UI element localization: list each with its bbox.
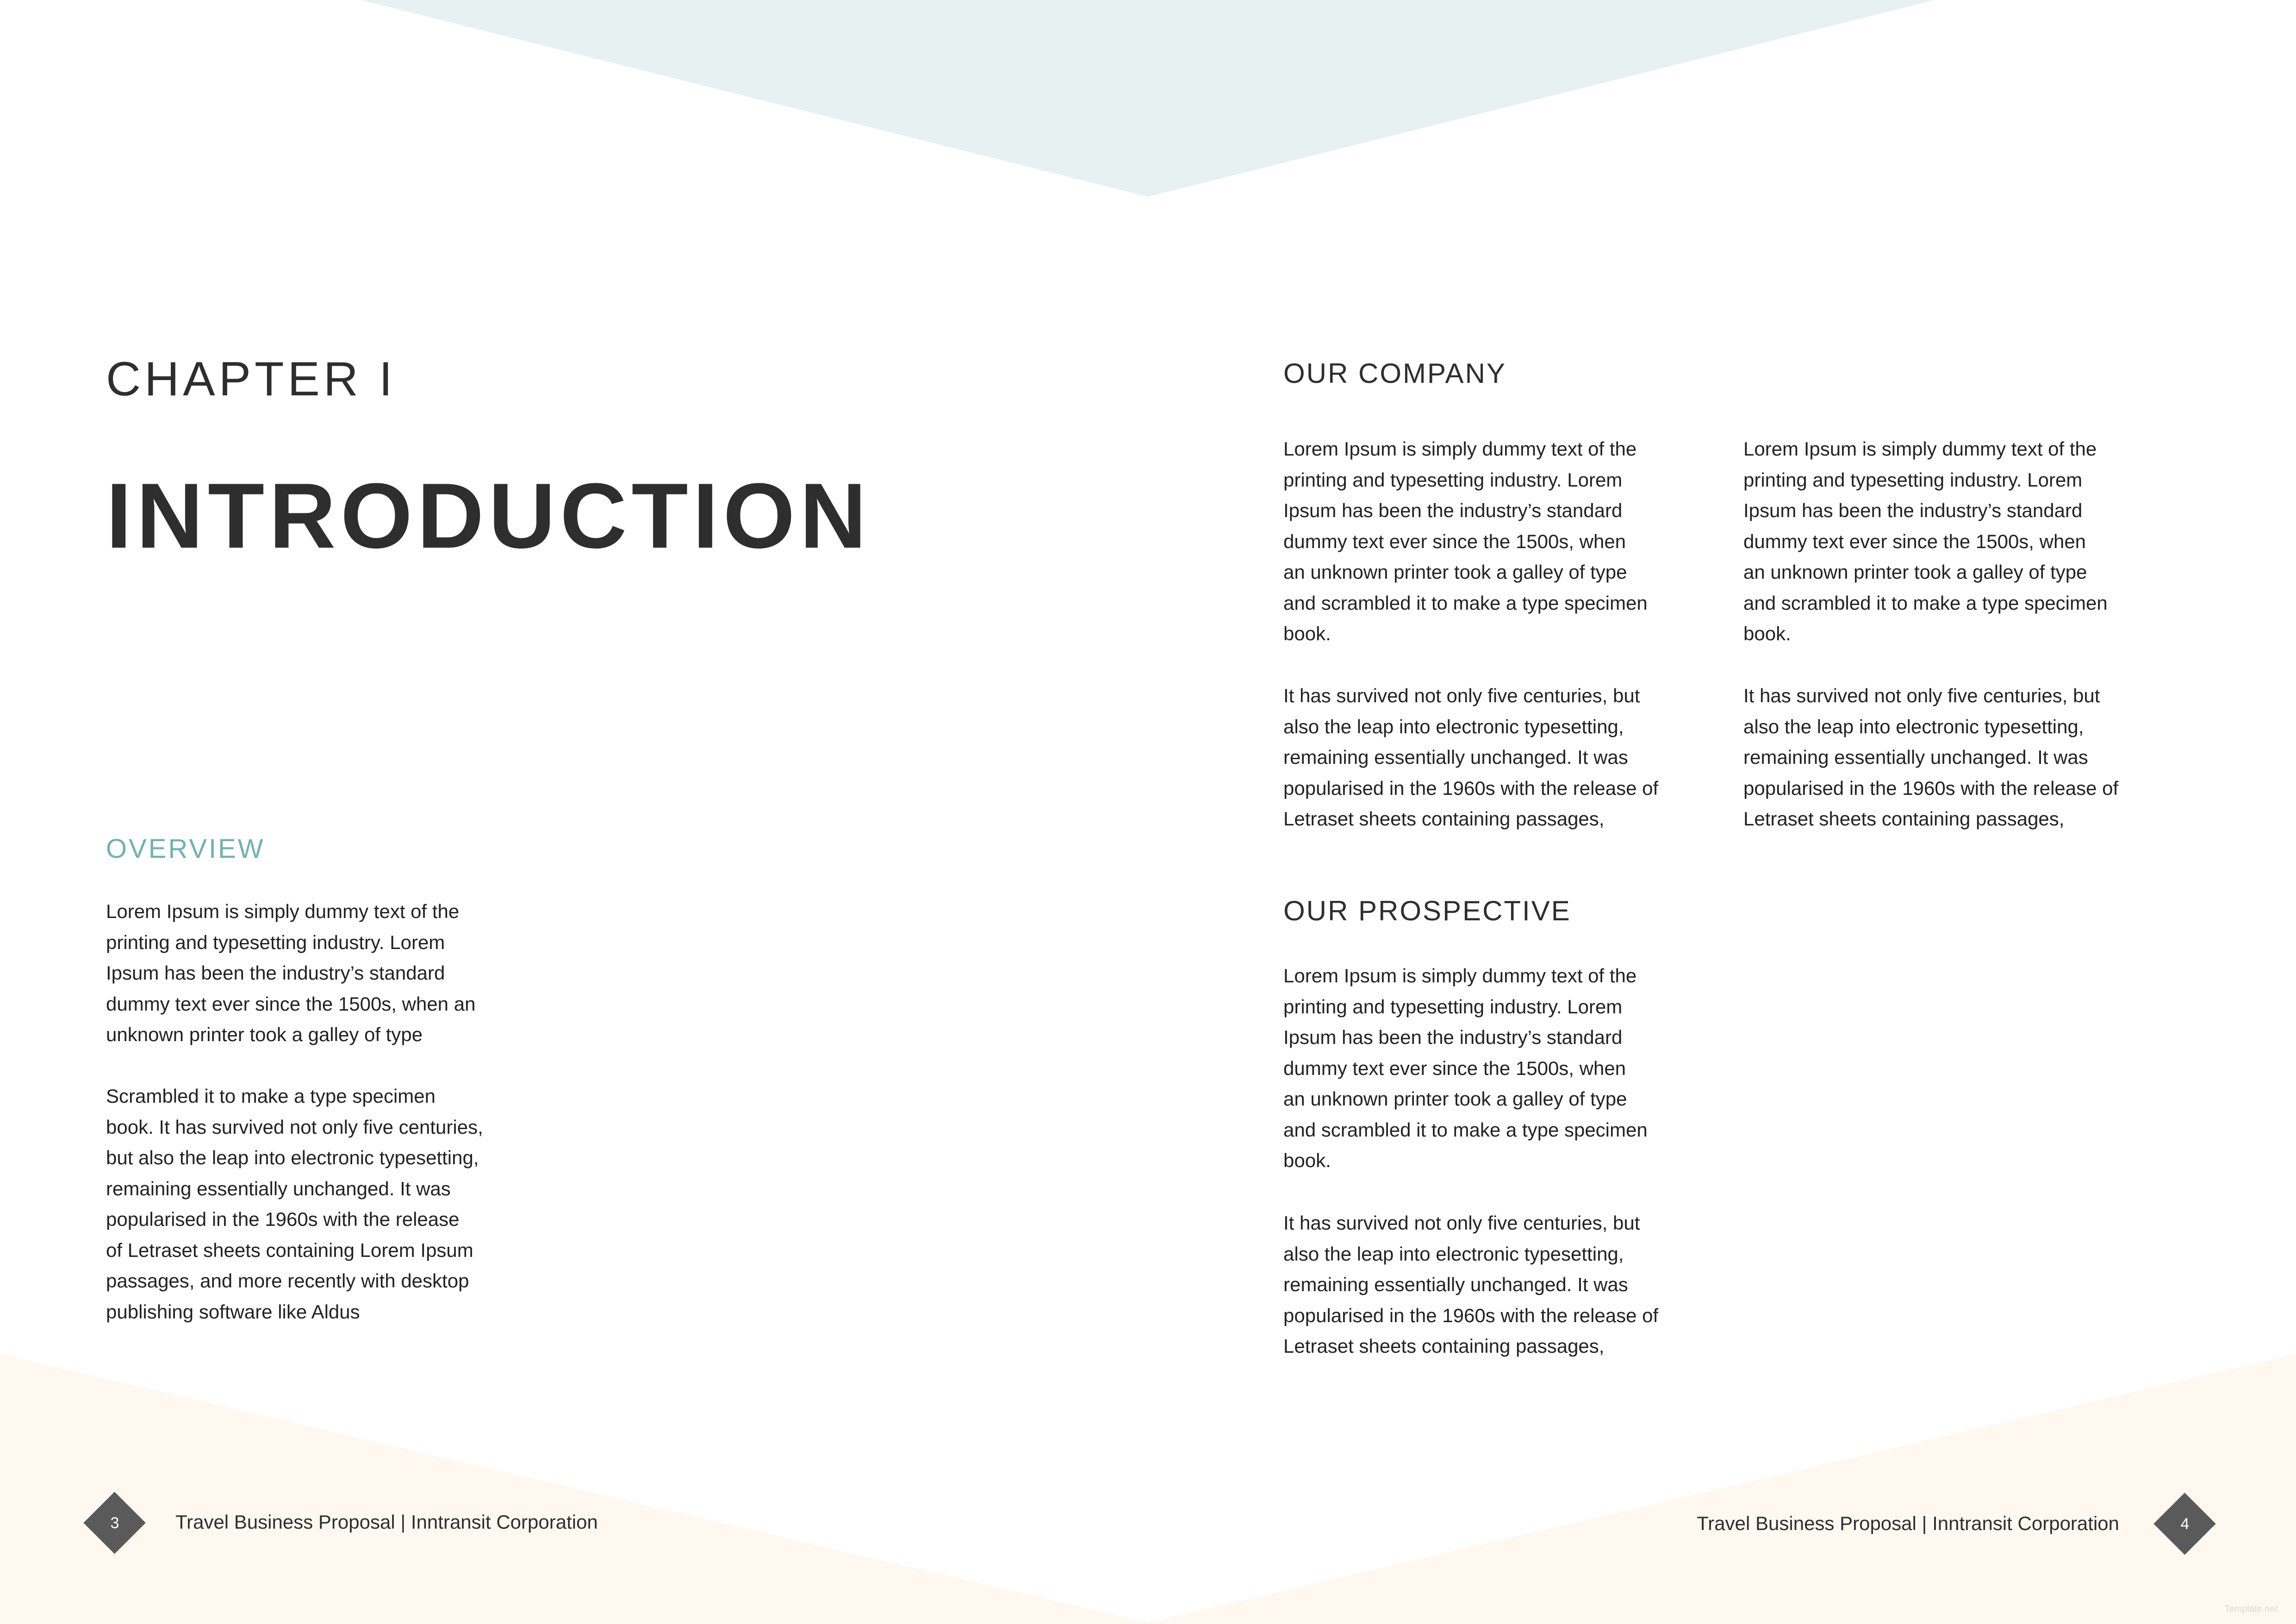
page-number-left: 3 (110, 1514, 119, 1532)
overview-paragraph-1: Lorem Ipsum is simply dummy text of the printing and typesetting industry. Lorem Ipsum has been the industry’s standard dummy text ever since the 1500s, when an unknown printer took a galley of type (106, 900, 476, 1045)
chapter-label: CHAPTER I (106, 352, 396, 406)
our-company-col2-paragraph-2: It has survived not only five centuries, but also the leap into electronic typesetting, remaining essentially unchanged. It was popularised in the 1960s with the release of Letraset sheets containing passages, (1743, 685, 2119, 830)
watermark: Template.net (2224, 1604, 2277, 1614)
our-prospective-heading: OUR PROSPECTIVE (1283, 895, 1571, 926)
page-number-right: 4 (2180, 1515, 2190, 1533)
overview-paragraph-2: Scrambled it to make a type specimen book. It has survived not only five centuries, but also the leap into electronic typesetting, remaining essentially unchanged. It was popularised in the 1960s with the release of Letraset sheets containing Lorem Ipsum passages, and more recently with desktop publishing software like Aldus (106, 1085, 483, 1323)
our-company-col1-paragraph-2: It has survived not only five centuries, but also the leap into electronic typesetting, remaining essentially unchanged. It was popularised in the 1960s with the release of Letraset sheets containing passages, (1283, 685, 1659, 830)
overview-heading: OVERVIEW (106, 834, 265, 864)
our-company-heading: OUR COMPANY (1283, 358, 1506, 389)
footer-text-right: Travel Business Proposal | Inntransit Corporation (1697, 1512, 2119, 1534)
our-prospective-paragraph-2: It has survived not only five centuries, but also the leap into electronic typesetting, remaining essentially unchanged. It was popularised in the 1960s with the release of Letraset sheets containing passages, (1283, 1212, 1659, 1357)
our-company-col2-paragraph-1: Lorem Ipsum is simply dummy text of the printing and typesetting industry. Lorem Ipsum has been the industry’s standard dummy text ever since the 1500s, when an unknown printer took a galley of type and scrambled it to make a type specimen book. (1743, 438, 2108, 644)
page-title: INTRODUCTION (106, 464, 871, 568)
footer-text-left: Travel Business Proposal | Inntransit Corporation (175, 1511, 598, 1533)
our-company-col1-paragraph-1: Lorem Ipsum is simply dummy text of the printing and typesetting industry. Lorem Ipsum has been the industry’s standard dummy text ever since the 1500s, when an unknown printer took a galley of type and scrambled it to make a type specimen book. (1283, 438, 1648, 644)
top-chevron-band (361, 0, 1935, 197)
bottom-chevron-band (0, 1354, 2296, 1624)
our-prospective-paragraph-1: Lorem Ipsum is simply dummy text of the printing and typesetting industry. Lorem Ipsum has been the industry’s standard dummy text ever since the 1500s, when an unknown printer took a galley of type and scrambled it to make a type specimen book. (1283, 965, 1648, 1171)
